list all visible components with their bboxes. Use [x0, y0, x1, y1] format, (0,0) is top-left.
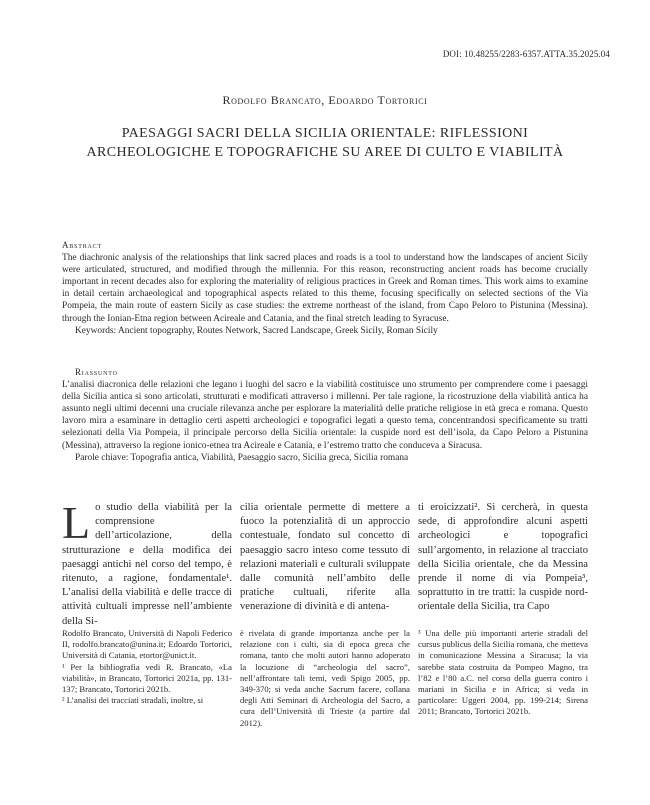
abstract-heading: Abstract [62, 240, 102, 250]
riassunto-section [62, 366, 588, 464]
footnotes-column-1 [62, 628, 232, 706]
article-title [60, 124, 590, 162]
body-column-1 [62, 497, 232, 629]
body-column-3: ti eroicizzati². Si cercherà, in questa sede, di approfondire alcuni aspetti archeologici e topografici sull’argomento, in relazione al tracciato della Sicilia orientale, che da Messina prende il nome di via Pompeia³, soprattutto in tre tratti: la cuspide nord-orientale della Sicilia, tra Capo [418, 502, 588, 613]
footnote-3: ³ Una delle più importanti arterie stradali del cursus publicus della Sicilia romana, che metteva in comunicazione Messina a Siracusa; la via sarebbe stata costruita da Pompeo Magno, tra l’82 e l’80 a.C. nel corso della guerra contro i mariani in Sicilia e in Africa; si veda in particolare: Uggeri 2004, pp. 199-214; Sirena 2011; Brancato, Tortorici 2021b. [418, 628, 588, 717]
abstract-keywords: Keywords: Ancient topography, Routes Network, Sacred Landscape, Greek Sicily, Roman Sicily [75, 325, 438, 336]
body-text-1: o studio della viabilità per la comprensione dell’articolazione, della strutturazione e della modifica dei paesaggi antichi nel corso del tempo, è ritenuto, a ragione, fondamentale¹. L’analisi della viabilità e delle tracce di attività cultuali impresse nell’ambiente della Si- [62, 502, 232, 627]
riassunto-keywords: Parole chiave: Topografia antica, Viabilità, Paesaggio sacro, Sicilia greca, Sicilia romana [75, 452, 409, 463]
abstract-text: The diachronic analysis of the relationships that link sacred places and roads is a tool to understand how the landscapes of ancient Sicily were articulated, structured, and modified through the millennia. For this reason, reconstructing ancient roads has become crucially important in recent decades also for exploring the materiality of religious practices in Greek and Roman times. This work aims to examine in detail certain archaeological and topographical aspects related to this theme, focusing specifically on selected sections of the Via Pompeia, the main route of eastern Sicily as case studies: the extreme northeast of the island, from Capo Peloro to Pistunina (Messina). through the Ionian-Etna region between Acireale and Catania, and the final stretch leading to Syracuse. [62, 253, 588, 324]
author-affiliation: Rodolfo Brancato, Università di Napoli Federico II, rodolfo.brancato@unina.it; Edoardo Tortorici, Università di Catania, etortor@unict.it. [62, 628, 232, 661]
footnote-2-start: ² L’analisi dei tracciati stradali, inoltre, si [62, 695, 204, 706]
footnote-1: ¹ Per la bibliografia vedi R. Brancato, «La viabilità», in Brancato, Tortorici 2021a, pp. 131-137; Brancato, Tortorici 2021b. [62, 661, 232, 695]
authors: Rodolfo Brancato, Edoardo Tortorici [222, 93, 428, 107]
title-line-2: ARCHEOLOGICHE E TOPOGRAFICHE SU AREE DI CULTO E VIABILITÀ [86, 145, 564, 160]
footnotes-column-3 [418, 628, 588, 718]
doi: DOI: 10.48255/2283-6357.ATTA.35.2025.04 [442, 49, 610, 59]
footnote-2-continued: è rivelata di grande importanza anche per la relazione con i culti, sia di epoca greca che romana, tanto che molti autori hanno adoperato la locuzione di “archeologia del sacro”, nell’affrontare tali temi, vedi Spigo 2005, pp. 349-370; si veda anche Sacrum facere, collana degli Atti Seminari di Archeologia del Sacro, a cura dell’Università di Trieste (a partire dal 2012). [240, 628, 410, 728]
footnotes-column-2 [240, 628, 410, 729]
body-column-2: cilia orientale permette di mettere a fuoco la potenzialità di un approccio contestuale, fondato sul concetto di paesaggio sacro inteso come tessuto di relazioni materiali e culturali sviluppate dalle comunità nell’ambito delle pratiche cultuali, riferite alla venerazione di divinità e di antena- [240, 502, 410, 613]
drop-cap: L [62, 497, 91, 548]
abstract-section [62, 239, 588, 337]
title-line-1: PAESAGGI SACRI DELLA SICILIA ORIENTALE: RIFLESSIONI [121, 126, 529, 141]
riassunto-text: L’analisi diacronica delle relazioni che legano i luoghi del sacro e la viabilità costituisce uno strumento per comprendere come i paesaggi della Sicilia antica si sono articolati, strutturati e modificati attraverso i millenni. Per tale ragione, la ricostruzione della viabilità antica ha assunto negli ultimi decenni una cruciale rilevanza anche per esplorare la materialità delle pratiche religiose in età greca e romana. Questo lavoro mira a esaminare in dettaglio certi aspetti archeologici e topografici legati a questo tema, concentrandosi specificamente su tratti selezionati della Via Pompeia, il principale percorso della Sicilia orientale: la cuspide nord est dell’isola, da Capo Peloro a Pistunina (Messina), attraverso la regione ionico-etnea tra Acireale e Catania, e l’estremo tratto che conduceva a Siracusa. [62, 380, 588, 451]
riassunto-heading: Riassunto [75, 367, 118, 377]
